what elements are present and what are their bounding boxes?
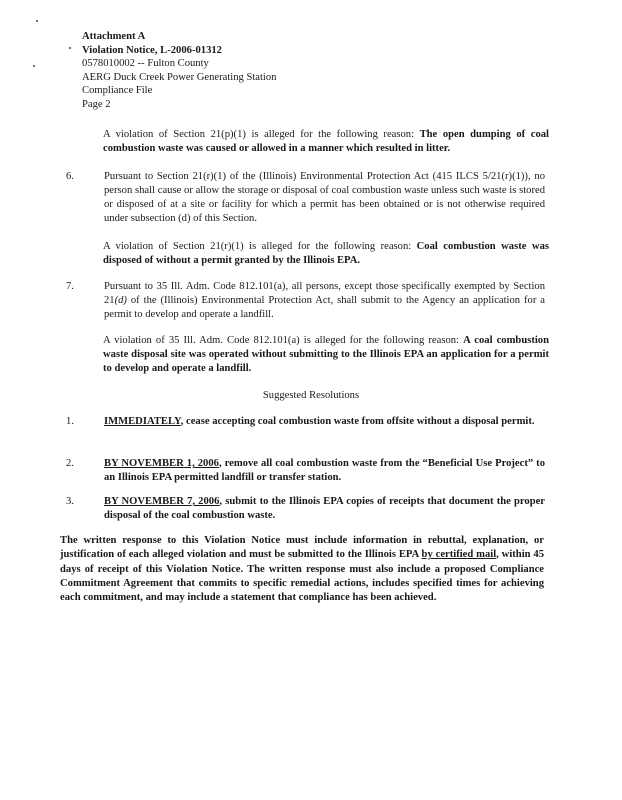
resolution-3-deadline: BY NOVEMBER 7, 2006	[104, 496, 220, 507]
resolution-1-text	[104, 415, 545, 429]
facility-id-county: 0578010002 -- Fulton County	[82, 58, 209, 70]
written-response-text-b: , within 45 days of receipt of this Violation Notice. The written response must also include a proposed Compliance Commitment Agreement that commits to specific remedial actions, includes specified times for achieving each commitment, and may include a statement that compliance has been achieved.	[60, 549, 545, 604]
resolution-1-number: 1.	[66, 416, 74, 427]
resolution-3-action: , submit to the Illinois EPA copies of receipts that document the proper disposal of the coal combustion waste.	[104, 496, 545, 521]
item-7-number: 7.	[66, 281, 74, 292]
attachment-label: Attachment A	[82, 31, 146, 42]
violation-21r1-text: A violation of Section 21(r)(1) is alleged for the following reason:	[103, 241, 417, 252]
violation-812-text: A violation of 35 Ill. Adm. Code 812.101(a) is alleged for the following reason:	[103, 335, 464, 346]
violation-21p1-reason: The open dumping of coal combustion waste was caused or allowed in a manner which resulted in litter.	[103, 129, 549, 154]
scan-speck	[69, 47, 71, 49]
resolution-2-deadline: BY NOVEMBER 1, 2006	[104, 458, 219, 469]
resolution-2-text	[104, 457, 545, 485]
item-7-text-a: Pursuant to 35 Ill. Adm. Code 812.101(a), all persons, except those specifically exempted by Section 21	[104, 281, 545, 306]
violation-21p1-paragraph	[103, 128, 549, 156]
written-response-paragraph	[60, 534, 544, 605]
violation-21r1-reason: Coal combustion waste was disposed of without a permit granted by the Illinois EPA.	[103, 241, 549, 266]
document-header	[82, 30, 276, 112]
scan-speck	[36, 20, 38, 22]
suggested-resolutions-heading: Suggested Resolutions	[262, 390, 360, 401]
file-name: Compliance File	[82, 85, 153, 97]
written-response-text-a: The written response to this Violation Notice must include information in rebuttal, explanation, or justification of each alleged violation and must be submitted to the Illinois EPA	[60, 535, 544, 561]
resolution-1-action: , cease accepting coal combustion waste from offsite without a disposal permit.	[180, 416, 535, 427]
violation-notice-number: Violation Notice, L-2006-01312	[82, 44, 222, 56]
facility-name: AERG Duck Creek Power Generating Station	[82, 71, 277, 83]
resolution-1-deadline: IMMEDIATELY	[104, 416, 181, 427]
resolution-3-text	[104, 495, 545, 523]
resolution-3-number: 3.	[66, 496, 74, 507]
resolution-2-action: , remove all coal combustion waste from the “Beneficial Use Project” to an Illinois EPA permitted landfill or transfer station.	[104, 458, 545, 483]
resolution-2-number: 2.	[66, 458, 74, 469]
item-7-text	[104, 280, 545, 322]
item-6-text: Pursuant to Section 21(r)(1) of the (Illinois) Environmental Protection Act (415 ILCS 5/21(r)(1)), no person shall cause or allow the storage or disposal of coal combustion waste unless such waste is stored or disposed of at a site or facility for which a permit has been obtained or is not otherwise required under subsection (d) of this Section.	[104, 171, 545, 224]
scan-speck	[33, 65, 35, 67]
violation-812-reason: A coal combustion waste disposal site was operated without submitting to the Illinois EPA an application for a permit to develop and operate a landfill.	[103, 335, 549, 374]
certified-mail-phrase: by certified mail	[421, 549, 497, 561]
violation-21r1-paragraph	[103, 240, 549, 268]
violation-21p1-text: A violation of Section 21(p)(1) is alleged for the following reason:	[103, 129, 420, 140]
item-6-number: 6.	[66, 171, 74, 182]
page-number: Page 2	[82, 98, 111, 110]
item-7-text-b: of the (Illinois) Environmental Protection Act, shall submit to the Agency an application for a permit to develop and operate a landfill.	[104, 295, 545, 320]
violation-812-paragraph	[103, 334, 549, 376]
item-7-subsection: (d)	[114, 295, 127, 306]
